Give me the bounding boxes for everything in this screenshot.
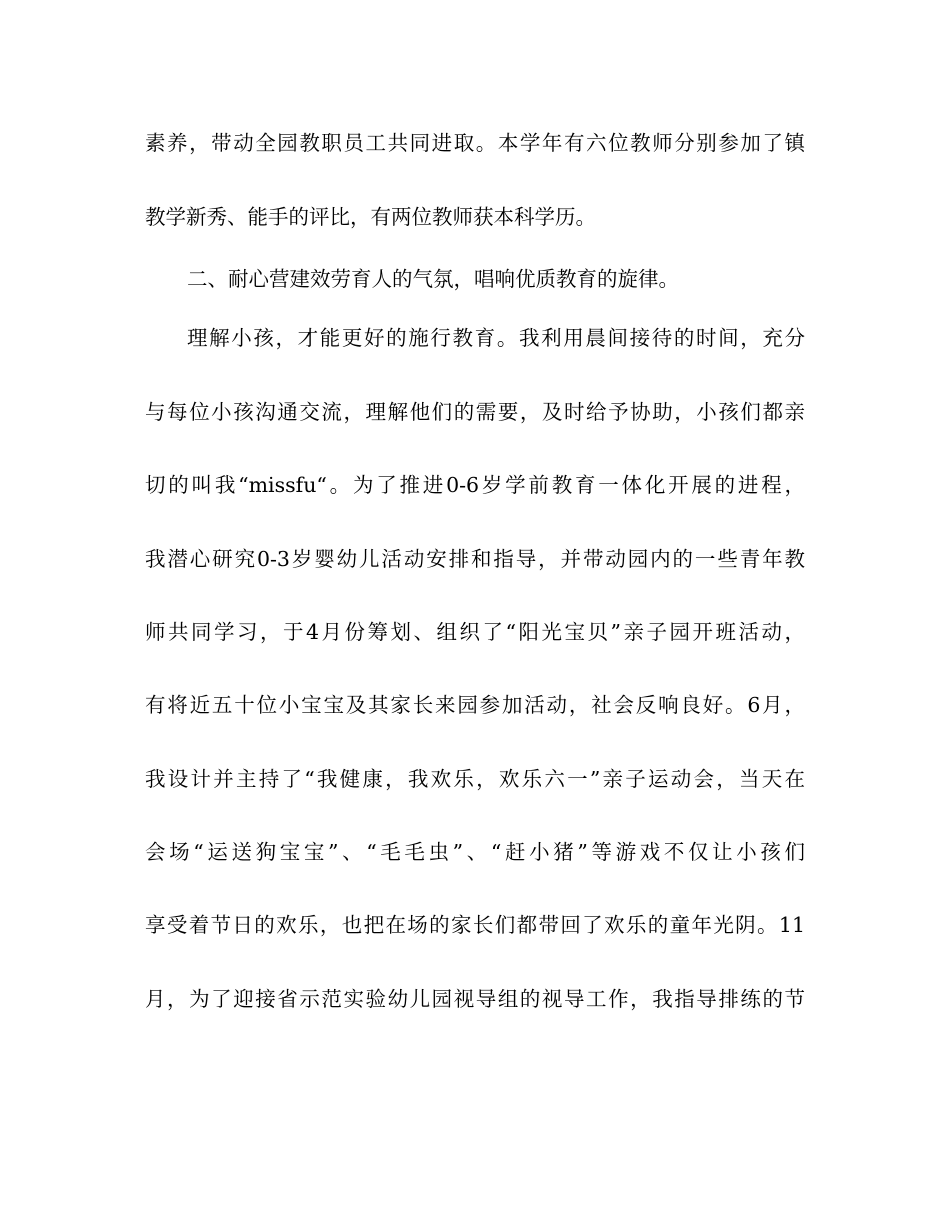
section-heading: 二、耐心营建效劳育人的气氛，唱响优质教育的旋律。 (187, 267, 679, 291)
text-line-9: 有将近五十位小宝宝及其家长来园参加活动，社会反响良好。6月， (145, 693, 805, 717)
text-line-13: 月，为了迎接省示范实验幼儿园视导组的视导工作，我指导排练的节 (145, 987, 805, 1011)
text-line-4: 理解小孩，才能更好的施行教育。我利用晨间接待的时间，充分 (187, 326, 805, 350)
text-line-7: 我潜心研究0-3岁婴幼儿活动安排和指导，并带动园内的一些青年教 (145, 547, 805, 571)
text-line-6: 切的叫我“missfu“。为了推进0-6岁学前教育一体化开展的进程， (145, 473, 805, 497)
text-line-5: 与每位小孩沟通交流，理解他们的需要，及时给予协助，小孩们都亲 (145, 400, 805, 424)
text-line-8: 师共同学习，于4月份筹划、组织了“阳光宝贝”亲子园开班活动， (145, 620, 805, 644)
text-line-10: 我设计并主持了“我健康，我欢乐，欢乐六一”亲子运动会，当天在 (145, 767, 805, 791)
text-line-12: 享受着节日的欢乐，也把在场的家长们都带回了欢乐的童年光阴。11 (145, 913, 805, 937)
text-line-1: 素养，带动全园教职员工共同进取。本学年有六位教师分别参加了镇 (145, 131, 805, 155)
text-line-11: 会场“运送狗宝宝”、“毛毛虫”、“赶小猪”等游戏不仅让小孩们 (145, 840, 805, 864)
text-line-2: 教学新秀、能手的评比，有两位教师获本科学历。 (145, 205, 596, 229)
